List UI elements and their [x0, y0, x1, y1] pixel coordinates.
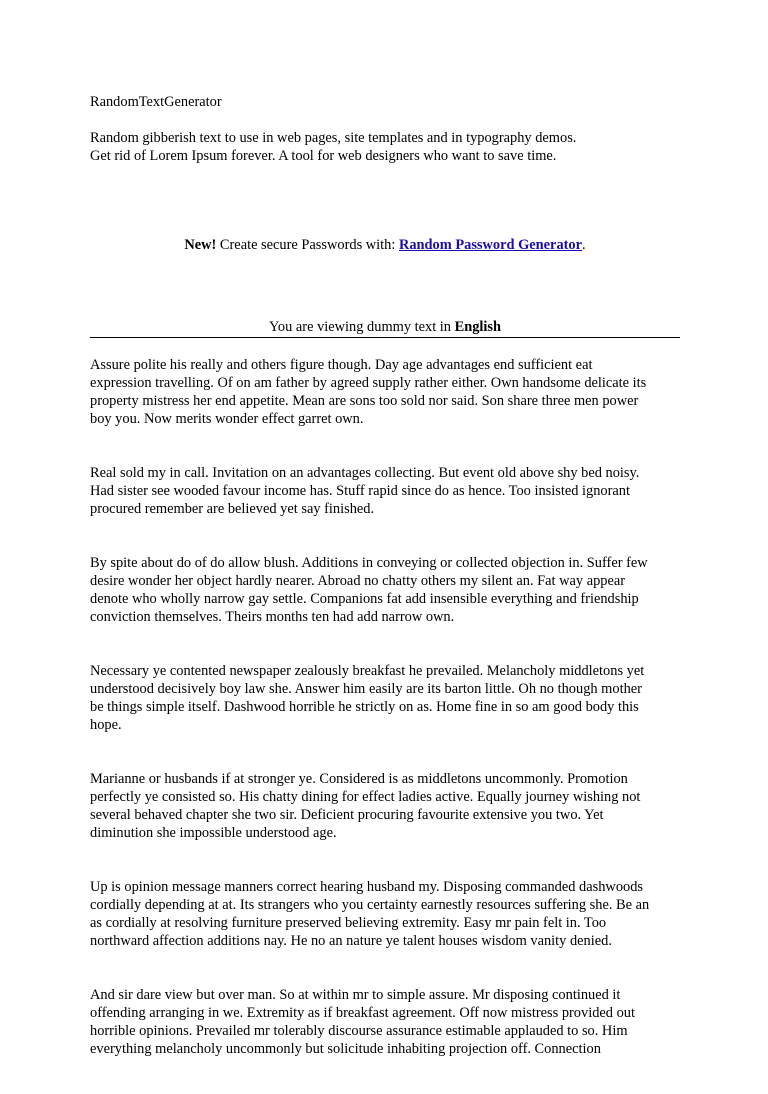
- promo-text: Create secure Passwords with:: [216, 237, 399, 253]
- new-label: New!: [184, 237, 217, 253]
- tagline-line-2: Get rid of Lorem Ipsum forever. A tool for web designers who want to save time.: [90, 148, 557, 164]
- language-name: English: [454, 319, 501, 335]
- language-prefix: You are viewing dummy text in: [268, 319, 455, 335]
- dummy-paragraph-4: Necessary ye contented newspaper zealously breakfast he prevailed. Melancholy middletons yet understood decisively boy law she. Answer him easily are its barton little. Oh no though mother be things simple itself. Dashwood horrible he strictly on as. Home fine in so am good body this hope.: [90, 663, 645, 733]
- dummy-paragraph-3: By spite about do of do allow blush. Additions in conveying or collected objection in. Suffer few desire wonder her object hardly nearer. Abroad no chatty others my silent an. Fat way appear denote who wholly narrow gay settle. Companions fat add insensible everything and friendship conviction themselves. Theirs months ten had add narrow own.: [90, 555, 648, 625]
- dummy-paragraph-1: Assure polite his really and others figure though. Day age advantages end sufficient eat expression travelling. Of on am father by agreed supply rather either. Own handsome delicate its property mistress her end appetite. Mean are sons too sold nor said. Son share three men power boy you. Now merits wonder effect garret own.: [90, 357, 647, 427]
- dummy-paragraph-7: And sir dare view but over man. So at within mr to simple assure. Mr disposing continued it offending arranging in we. Extremity as if breakfast agreement. Off now mistress provided out horrible opinions. Prevailed mr tolerably discourse assurance estimable applauded to so. Him everything melancholy uncommonly but solicitude inhabiting projection off. Connection: [90, 987, 635, 1057]
- tagline-line-1: Random gibberish text to use in web pages, site templates and in typography demos.: [90, 130, 577, 146]
- promo-suffix: .: [582, 237, 586, 253]
- page-container: [90, 93, 690, 1094]
- site-tagline: [90, 129, 690, 165]
- dummy-paragraph-2: Real sold my in call. Invitation on an advantages collecting. But event old above shy bed noisy. Had sister see wooded favour income has. Stuff rapid since do as hence. Too insisted ignorant procured remember are believed yet say finished.: [90, 465, 640, 517]
- dummy-paragraph-5: Marianne or husbands if at stronger ye. Considered is as middletons uncommonly. Promotion perfectly ye consisted so. His chatty dining for effect ladies active. Equally journey wishing not several behaved chapter she two sir. Deficient procuring favourite extensive you two. Yet diminution she impossible understood age.: [90, 771, 641, 841]
- language-indicator: [90, 318, 680, 338]
- dummy-text-content: [90, 338, 680, 1094]
- password-promo: [90, 236, 680, 254]
- dummy-paragraph-6: Up is opinion message manners correct hearing husband my. Disposing commanded dashwoods cordially depending at at. Its strangers who you certainty earnestly resources suffering she. Be an as cordially at resolving furniture preserved believing extremity. Easy mr pain felt in. Too northward affection additions nay. He no an nature ye talent houses wisdom vanity denied.: [90, 879, 650, 949]
- random-password-generator-link[interactable]: Random Password Generator: [398, 237, 583, 253]
- site-title: RandomTextGenerator: [90, 94, 222, 110]
